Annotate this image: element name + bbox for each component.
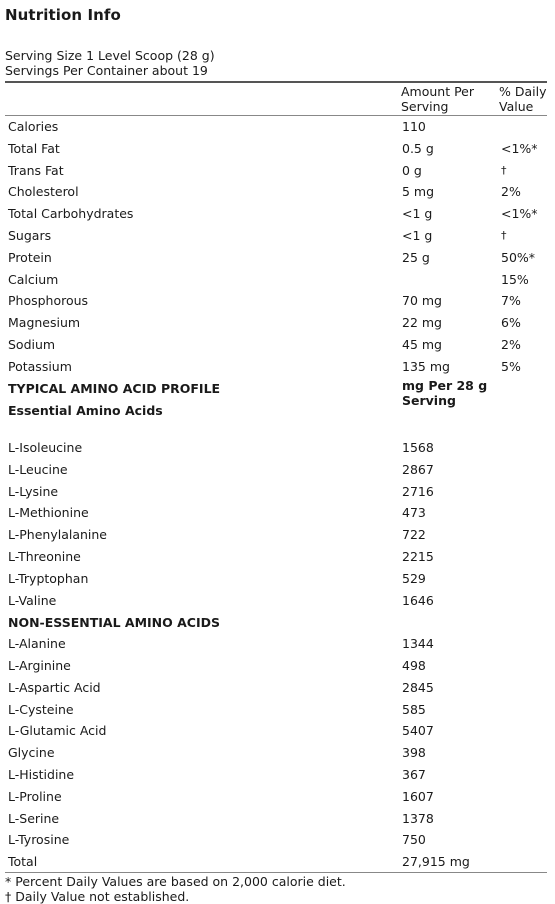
row-label: L-Phenylalanine <box>8 527 107 543</box>
amino-row <box>0 459 555 481</box>
row-amount: 398 <box>402 745 426 761</box>
amino-row <box>0 546 555 568</box>
footnote-not-established: † Daily Value not established. <box>5 889 190 904</box>
amino-row <box>0 481 555 503</box>
row-label: Phosphorous <box>8 293 89 309</box>
row-label: Trans Fat <box>8 162 64 178</box>
nutrient-row <box>0 138 555 160</box>
footnote-rule <box>5 872 547 873</box>
row-amount: 722 <box>402 527 426 543</box>
nutrient-row <box>0 116 555 138</box>
total-label: Total <box>8 854 38 870</box>
row-amount: 585 <box>402 701 426 717</box>
row-amount: 367 <box>402 767 426 782</box>
row-label: L-Alanine <box>8 636 66 652</box>
amino-amount-header-line1: mg Per 28 g <box>402 378 488 393</box>
row-amount: <1 g <box>402 228 433 243</box>
row-label: Cholesterol <box>8 184 79 200</box>
row-amount: 2845 <box>402 679 434 695</box>
amino-amount-header-line2: Serving <box>402 393 456 408</box>
row-label: Glycine <box>8 745 55 761</box>
row-daily-value: <1%* <box>501 206 538 222</box>
amino-row <box>0 633 555 655</box>
row-amount: 750 <box>402 832 426 848</box>
row-daily-value: 2% <box>501 337 521 352</box>
amino-row <box>0 677 555 699</box>
row-label: L-Methionine <box>8 505 89 521</box>
row-label: L-Leucine <box>8 461 68 477</box>
nutrient-row <box>0 247 555 269</box>
row-label: L-Cysteine <box>8 701 74 717</box>
row-label: L-Tyrosine <box>8 832 70 848</box>
row-amount: 473 <box>402 505 426 521</box>
dv-header-line2: Value <box>499 99 534 114</box>
amino-row <box>0 808 555 830</box>
amino-row <box>0 764 555 786</box>
row-amount: 5 mg <box>402 184 435 200</box>
row-label: Total Carbohydrates <box>8 206 134 222</box>
row-amount: 1344 <box>402 636 434 652</box>
row-amount: 0.5 g <box>402 140 434 156</box>
page-title: Nutrition Info <box>5 6 121 24</box>
row-amount: 1607 <box>402 788 434 804</box>
row-label: L-Arginine <box>8 658 71 673</box>
row-label: Calories <box>8 119 59 134</box>
row-amount: 2716 <box>402 483 434 499</box>
row-amount: 70 mg <box>402 293 442 309</box>
row-daily-value: † <box>501 163 507 177</box>
row-amount: 5407 <box>402 723 434 739</box>
row-label: L-Aspartic Acid <box>8 679 101 695</box>
essential-amino-title: Essential Amino Acids <box>8 403 163 418</box>
row-amount: 529 <box>402 570 426 586</box>
row-label: L-Valine <box>8 592 57 608</box>
row-daily-value: 6% <box>501 315 521 331</box>
row-label: L-Lysine <box>8 483 59 499</box>
row-label: Sugars <box>8 228 52 243</box>
amino-row <box>0 524 555 546</box>
amino-row <box>0 742 555 764</box>
nonessential-amino-title: NON-ESSENTIAL AMINO ACIDS <box>8 615 220 631</box>
amino-profile-title: TYPICAL AMINO ACID PROFILE <box>8 381 221 396</box>
row-daily-value: <1%* <box>501 140 538 156</box>
nutrient-row <box>0 225 555 247</box>
row-label: Calcium <box>8 271 59 287</box>
amino-row <box>0 502 555 524</box>
total-amount: 27,915 mg <box>402 854 470 870</box>
row-label: Protein <box>8 249 52 265</box>
row-label: L-Isoleucine <box>8 440 83 455</box>
row-amount: 0 g <box>402 162 422 178</box>
total-row <box>0 851 555 873</box>
nutrient-row <box>0 160 555 182</box>
row-amount: 498 <box>402 658 426 673</box>
row-daily-value: 2% <box>501 184 521 200</box>
row-amount: 22 mg <box>402 315 442 331</box>
row-amount: 1378 <box>402 810 434 826</box>
header-rule <box>5 81 547 83</box>
row-daily-value: 5% <box>501 358 521 374</box>
row-label: L-Tryptophan <box>8 570 89 586</box>
row-amount: 135 mg <box>402 358 450 374</box>
amino-row <box>0 699 555 721</box>
amino-row <box>0 590 555 612</box>
row-daily-value: 15% <box>501 271 529 287</box>
row-label: Magnesium <box>8 315 81 331</box>
row-label: L-Histidine <box>8 767 75 782</box>
amino-row <box>0 655 555 677</box>
nutrient-row <box>0 203 555 225</box>
nutrient-row <box>0 269 555 291</box>
servings-per-container: Servings Per Container about 19 <box>5 63 208 78</box>
nutrient-row <box>0 181 555 203</box>
dv-header-line1: % Daily <box>499 84 547 99</box>
row-label: Potassium <box>8 358 72 374</box>
amino-row <box>0 568 555 590</box>
row-amount: 1568 <box>402 440 434 455</box>
row-amount: 2215 <box>402 549 434 564</box>
row-daily-value: 7% <box>501 293 521 309</box>
nutrient-row <box>0 312 555 334</box>
amino-amount-header <box>402 378 487 408</box>
amino-row <box>0 437 555 459</box>
row-label: Total Fat <box>8 140 60 156</box>
amino-row <box>0 829 555 851</box>
row-amount: <1 g <box>402 206 433 222</box>
row-amount: 1646 <box>402 592 434 608</box>
row-label: Sodium <box>8 337 56 352</box>
amount-header-line2: Serving <box>401 99 449 114</box>
footnote-daily-values: * Percent Daily Values are based on 2,000 calorie diet. <box>5 874 346 890</box>
row-daily-value: † <box>501 229 507 242</box>
amount-per-serving-header <box>401 84 474 114</box>
row-label: L-Proline <box>8 788 62 804</box>
row-label: L-Threonine <box>8 549 81 564</box>
row-daily-value: 50%* <box>501 249 536 265</box>
nutrient-row <box>0 290 555 312</box>
amino-row <box>0 786 555 808</box>
serving-size: Serving Size 1 Level Scoop (28 g) <box>5 48 215 63</box>
row-amount: 45 mg <box>402 337 442 352</box>
daily-value-header <box>499 84 546 114</box>
row-amount: 25 g <box>402 249 430 265</box>
amount-header-line1: Amount Per <box>401 84 475 99</box>
nutrient-row <box>0 356 555 378</box>
amino-row <box>0 720 555 742</box>
row-amount: 110 <box>402 119 426 134</box>
row-label: L-Glutamic Acid <box>8 723 107 739</box>
nutrient-row <box>0 334 555 356</box>
row-amount: 2867 <box>402 461 434 477</box>
row-label: L-Serine <box>8 810 60 826</box>
